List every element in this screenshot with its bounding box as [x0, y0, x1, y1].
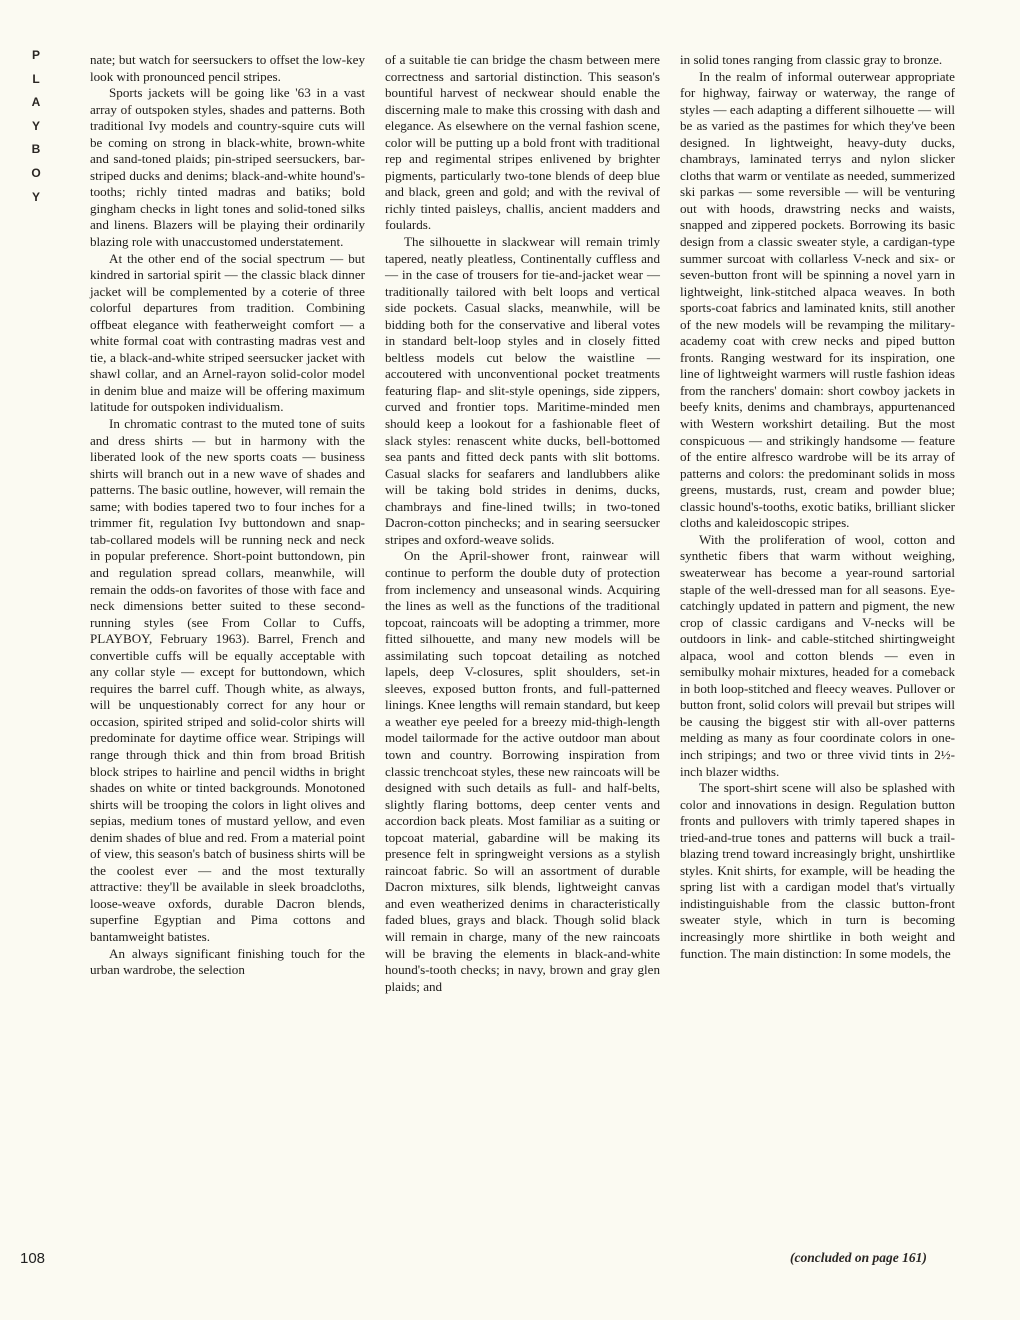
paragraph: The silhouette in slackwear will remain trimly tapered, neatly pleatless, Continentally cuffless and — in the case of trousers for tie-and-jacket wear — traditionally tailored with belt loops and vertical side pockets. Casual slacks, meanwhile, will be bidding both for the conservative and liberal votes in standard belt-loop styles and in closely fitted beltless models cut below the waistline — accoutered with unconventional pocket treatments featuring flap- and slit-style openings, side zippers, curved and frontier tops. Maritime-minded men should keep a lookout for a fashionable fleet of slack styles: renascent white ducks, bell-bottomed sea pants and fitted deck pants with slit bottoms. Casual slacks for seafarers and landlubbers alike will be taking bold strides in denims, ducks, chambrays and fine-lined twills; in two-toned Dacron-cotton pinchecks; and in searing seersucker stripes and oxford-weave solids.: [385, 234, 660, 547]
paragraph: The sport-shirt scene will also be splashed with color and innovations in design. Regulation button fronts and pullovers with trimly tapered shapes in tried-and-true tones and patterns will buck a trail-blazing trend toward increasingly bright, unshirtlike styles. Knit shirts, for example, will be heading the spring list with a cardigan model that's virtually indistinguishable from the classic button-front sweater style, which in turn is becoming increasingly more shirtlike in both weight and function. The main distinction: In some models, the: [680, 780, 955, 961]
brand-letter: Y: [31, 118, 40, 133]
paragraph: in solid tones ranging from classic gray to bronze.: [680, 52, 943, 67]
paragraph: nate; but watch for seersuckers to offset the low-key look with pronounced pencil stripes.: [90, 52, 365, 84]
brand-letter: A: [31, 95, 41, 110]
article-column-3: [680, 52, 955, 962]
paragraph: of a suitable tie can bridge the chasm between mere correctness and sartorial distinction. This season's bountiful harvest of neckwear should enable the discerning male to make this crossing with dash and elegance. As elsewhere on the vernal fashion scene, color will be putting up a bold front with traditional rep and regimental stripes enlivened by brighter pigments, particularly two-tone blends of deep blue and black, green and gold; and with the revival of richly tinted paisleys, challis, ancient madders and foulards.: [385, 52, 660, 233]
article-column-1: [90, 52, 365, 979]
paragraph: In the realm of informal outerwear appropriate for highway, fairway or waterway, the range of styles — each adapting a different silhouette — will be as varied as the pastimes for which they've been designed. In lightweight, heavy-duty ducks, chambrays, laminated terrys and nylon slicker cloths that warm or ventilate as needed, summerized ski parkas — some reversible — will be venturing out with hoods, drawstring necks and waists, snapped and zippered pockets. Borrowing its basic design from a classic sweater style, a cardigan-type summer surcoat with collarless V-neck and six- or seven-button front will be spinning a novel yarn in lightweight, link-stitched alpaca weaves. In both sports-coat fabrics and laminated knits, still another of the new models will be revamping the military-academy coat with crew necks and piped button fronts. Ranging westward for its inspiration, one line of lightweight warmers will rustle fashion ideas from the ranchers' domain: short cowboy jackets in beefy knits, denims and chambrays, appurtenanced with Western workshirt detailing. But the most conspicuous — and strikingly handsome — feature of the entire alfresco wardrobe will be its array of patterns and colors: the predominant solids in moss greens, mustards, rust, cream and powder blue; classic hound's-tooths, exotic batiks, brilliant slicker cloths and kaleidoscopic stripes.: [680, 68, 955, 531]
magazine-side-brand: [26, 44, 46, 209]
continuation-note: (concluded on page 161): [790, 1250, 927, 1265]
paragraph: With the proliferation of wool, cotton and synthetic fibers that warm without weighing, sweaterwear has become a year-round sartorial staple of the well-dressed man for all seasons. Eye-catchingly updated in pattern and pigment, the new crop of classic cardigans and V-necks will be outdoors in link- and cable-stitched shirtingweight alpaca, wool and cotton blends — even in semibulky mohair mixtures, headed for a comeback in both loop-stitched and fleecy weaves. Pullover or button front, solid colors will prevail but stripes will be causing the biggest stir with all-over patterns melding as many as four coordinate colors in one-inch stripings; and two or three vivid tints in 2½-inch blazer widths.: [680, 531, 955, 779]
brand-letter: B: [31, 142, 41, 157]
brand-letter: L: [32, 71, 40, 86]
paragraph: On the April-shower front, rainwear will continue to perform the double duty of protection from inclemency and unseasonal winds. Acquiring the lines as well as the functions of the traditional topcoat, raincoats will be adopting a trimmer, more fitted silhouette, and many new models will be assimilating such topcoat detailing as notched lapels, deep V-closures, split shoulders, set-in sleeves, exposed button fronts, and full-patterned linings. Knee lengths will remain standard, but keep a weather eye peeled for a breezy mid-thigh-length model tailormade for the active outdoor man about town and country. Borrowing inspiration from classic trenchcoat styles, these new raincoats will be designed with such details as full- and half-belts, slightly flaring bottoms, deep center vents and accordion back pleats. Most familiar as a suiting or topcoat material, gabardine will be making its presence felt in springweight versions as a stylish raincoat fabric. So will an assortment of durable Dacron mixtures, silk blends, lightweight canvas and even weatherized denims in characteristically faded blues, grays and black. Though solid black will remain in charge, many of the new raincoats will be braving the elements in black-and-white hound's-tooth checks; in navy, brown and gray glen plaids; and: [385, 548, 660, 994]
paragraph: An always significant finishing touch for the urban wardrobe, the selection: [90, 945, 365, 978]
brand-letter: Y: [31, 189, 40, 204]
article-column-2: [385, 52, 660, 995]
paragraph: In chromatic contrast to the muted tone of suits and dress shirts — but in harmony with the liberated look of the new sports coats — business shirts will branch out in a new wave of shades and patterns. The basic outline, however, will remain the same; with bodies tapered two to four inches for a trimmer fit, regulation Ivy buttondown and snap-tab-collared models will be running neck and neck in popular preference. Short-point buttondown, pin and regulation spread collars, meanwhile, will remain the odds-on favorites of those with face and neck dimensions better suited to these second-running styles (see From Collar to Cuffs, PLAYBOY, February 1963). Barrel, French and convertible cuffs will be equally acceptable with any collar style — except for buttondown, which requires the barrel cuff. Though white, as always, will be unquestionably correct for any hour or occasion, spirited striped and solid-color shirts will predominate for daytime office wear. Stripings will range through thick and thin from broad British block stripes to hairline and pencil widths in bright shades on white or tinted backgrounds. Monotoned shirts will be trooping the colors in light olives and sepias, medium tones of mustard yellow, and even denim shades of blue and red. From a material point of view, this season's batch of business shirts will be the coolest ever — and the most texturally attractive: they'll be available in sleek broadcloths, loose-weave oxfords, durable Dacron blends, superfine Egyptian and Pima cottons and bantamweight batistes.: [90, 416, 365, 944]
page-number: 108: [20, 1250, 46, 1267]
brand-letter: O: [31, 165, 41, 180]
brand-letter: P: [31, 48, 40, 62]
paragraph: Sports jackets will be going like '63 in a vast array of outspoken styles, shades and patterns. Both traditional Ivy models and country-squire cuts will be coming on strong in black-white, brown-white and sand-toned plaids; pin-striped seersuckers, bar-striped ducks and denims; black-and-white hound's-tooths; richly tinted madras and batiks; bold gingham checks in light tones and solid-toned silks and linens. Blazers will be playing their ordinarily blazing role with unaccustomed understatement.: [90, 85, 365, 250]
paragraph: At the other end of the social spectrum — but kindred in sartorial spirit — the classic black dinner jacket will be complemented by a coterie of three colorful departures from tradition. Combining offbeat elegance with featherweight comfort — a white formal coat with contrasting madras vest and tie, a black-and-white striped seersucker jacket with shawl collar, and an Arnel-rayon solid-color model in denim blue and maize will be offering maximum latitude for outspoken individualism.: [90, 250, 365, 415]
